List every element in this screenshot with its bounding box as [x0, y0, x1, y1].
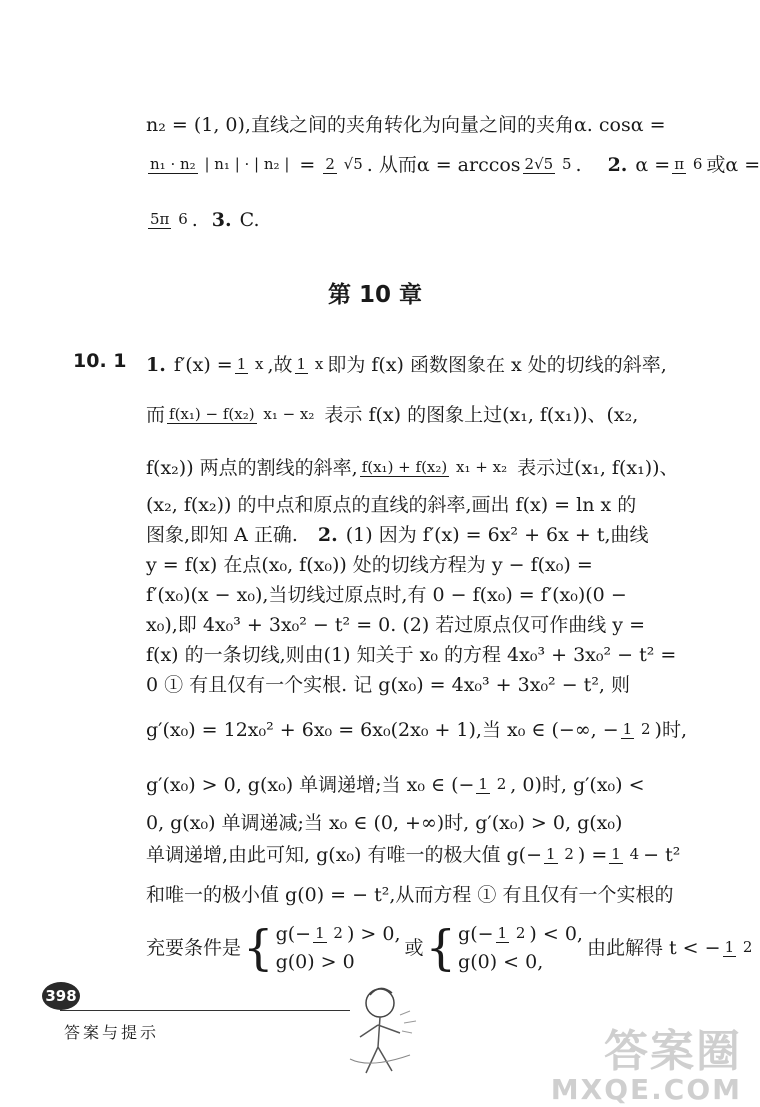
question-number: 1. [146, 354, 166, 376]
fraction: 2√5 5 [524, 155, 572, 173]
fraction: 1 x [236, 355, 264, 373]
fraction: 1 2 [546, 845, 574, 863]
case-system: g(− 1 2 ) < 0, g(0) < 0, [458, 923, 583, 973]
fraction: 1 2 [724, 938, 753, 956]
body-line-6: y = f(x) 在点(x₀, f(x₀)) 处的切线方程为 y − f(x₀) = [146, 554, 593, 576]
body-line-7: f′(x₀)(x − x₀),当切线过原点时,有 0 − f(x₀) = f′(x₀)(0 − [146, 584, 627, 606]
body-line-8: x₀),即 4x₀³ + 3x₀² − t² = 0. (2) 若过原点仅可作曲线 y = [146, 614, 646, 636]
page-number: 398 [42, 982, 80, 1010]
body-line-16: 充要条件是 { g(− 1 2 ) > 0, g(0) > 0 或 { g(− 1 2 ) < 0, g(0) < 0, 由此解得 t < − 1 2 [146, 920, 753, 976]
case-system: g(− 1 2 ) > 0, g(0) > 0 [275, 923, 401, 973]
fraction: 5π 6 [150, 210, 188, 228]
body-line-3: f(x₂)) 两点的割线的斜率, f(x₁) + f(x₂) x₁ + x₂ 表示过(x₁, f(x₁))、 [146, 457, 679, 479]
watermark-url: MXQE.COM [550, 1073, 742, 1106]
fraction: 1 2 [622, 720, 651, 738]
body-line-15: 和唯一的极小值 g(0) = − t²,从而方程 ① 有且仅有一个实根的 [146, 884, 674, 906]
body-line-11: g′(x₀) = 12x₀² + 6x₀ = 6x₀(2x₀ + 1),当 x₀ ∈ (−∞, − 1 2 )时, [146, 719, 687, 741]
footer-rule [60, 1010, 350, 1011]
text-line-2: n₁ · n₂ | n₁ | · | n₂ | = 2 √5 . 从而α = arccos 2√5 5 . 2. α = π 6 或α = [146, 150, 690, 180]
section-number: 10. 1 [73, 350, 127, 372]
left-brace-icon: { [425, 920, 457, 976]
text-line-3: 5π 6 . 3. C. [146, 205, 690, 235]
body-line-1: 1. f′(x) = 1 x ,故 1 x 即为 f(x) 函数图象在 x 处的切线的斜率, [146, 350, 690, 380]
fraction: 1 2 [497, 924, 526, 942]
body-line-13: 0, g(x₀) 单调递减;当 x₀ ∈ (0, +∞)时, g′(x₀) > 0, g(x₀) [146, 812, 623, 834]
fraction: f(x₁) + f(x₂) x₁ + x₂ [361, 458, 508, 476]
body-line-5: 图象,即知 A 正确. 2. (1) 因为 f′(x) = 6x² + 6x + t,曲线 [146, 520, 690, 550]
body-line-9: f(x) 的一条切线,则由(1) 知关于 x₀ 的方程 4x₀³ + 3x₀² − t² = [146, 644, 677, 666]
left-brace-icon: { [243, 920, 274, 976]
body-line-14: 单调递增,由此可知, g(x₀) 有唯一的极大值 g(− 1 2 ) = 1 4 − t² [146, 844, 681, 866]
footer-label: 答案与提示 [64, 1023, 160, 1042]
fraction: n₁ · n₂ | n₁ | · | n₂ | [150, 155, 290, 173]
fraction: 1 2 [315, 924, 343, 942]
question-number: 3. [211, 209, 232, 231]
cartoon-figure-illustration [330, 975, 440, 1085]
body-line-4: (x₂, f(x₂)) 的中点和原点的直线的斜率,画出 f(x) = ln x 的 [146, 494, 637, 516]
fraction: 1 2 [478, 775, 507, 793]
fraction: 2 √5 [325, 155, 363, 173]
text-line-1 [146, 110, 690, 140]
question-number: 2. [317, 524, 338, 546]
body-line-10: 0 ① 有且仅有一个实根. 记 g(x₀) = 4x₀³ + 3x₀² − t², 则 [146, 674, 631, 696]
watermark [551, 1015, 742, 1106]
fraction: f(x₁) − f(x₂) x₁ − x₂ [169, 405, 315, 423]
body-line-2: 而 f(x₁) − f(x₂) x₁ − x₂ 表示 f(x) 的图象上过(x₁, f(x₁))、(x₂, [146, 404, 639, 426]
fraction: 1 x [296, 355, 324, 373]
chapter-title: 第 10 章 [327, 282, 423, 308]
watermark-text: 答案圈 [604, 1026, 742, 1077]
question-number: 2. [607, 154, 628, 176]
text-segment: n₂ = (1, 0),直线之间的夹角转化为向量之间的夹角α. cosα = [146, 114, 666, 136]
fraction: π 6 [674, 155, 703, 173]
fraction: 1 4 [611, 845, 640, 863]
body-line-12: g′(x₀) > 0, g(x₀) 单调递增;当 x₀ ∈ (− 1 2 , 0)时, g′(x₀) < [146, 774, 645, 796]
